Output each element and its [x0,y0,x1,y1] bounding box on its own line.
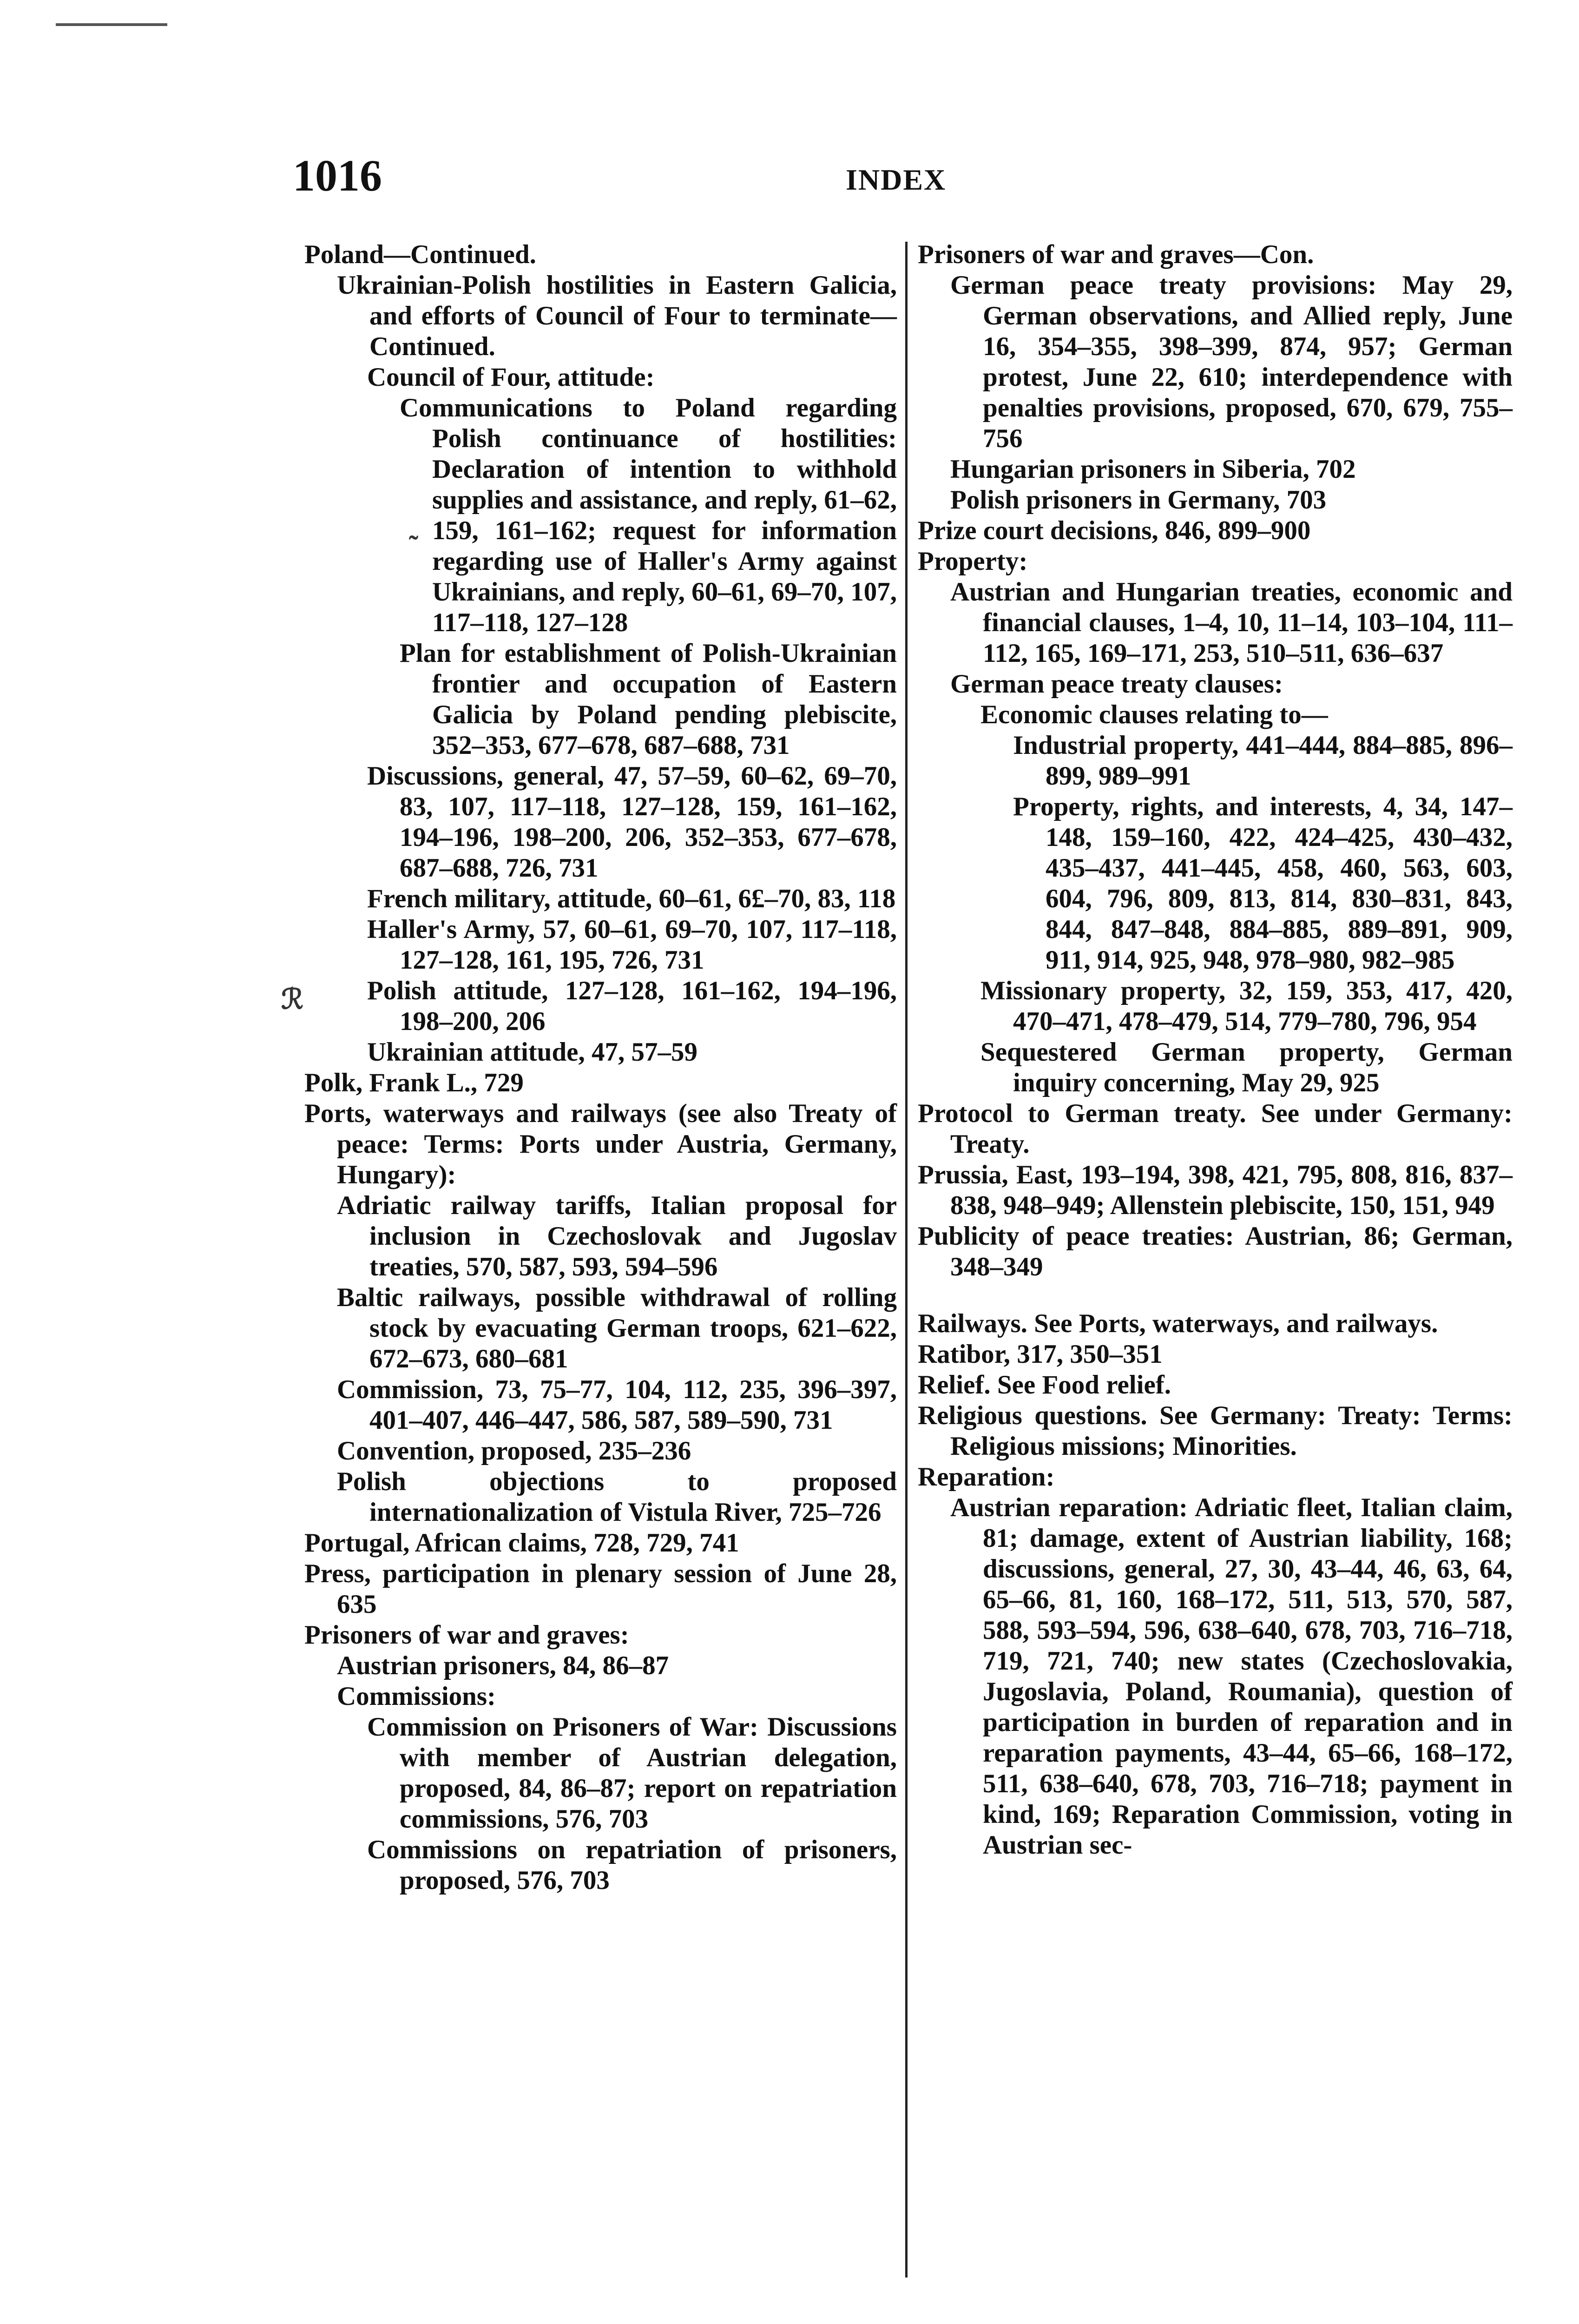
index-entry: German peace treaty provisions: May 29, German observations, and Allied reply, June 16, 354–355, 398–399, 874, 957; German protest, June 22, 610; interdependence with penalties provisions, proposed, 670, 679, 755–756 [950,271,1513,453]
column-divider [905,242,908,2278]
index-entry: Property, rights, and interests, 4, 34, 147–148, 159–160, 422, 424–425, 430–432, 435–437, 441–445, 458, 460, 563, 603, 604, 796, 809, 813, 814, 830–831, 843, 844, 847–848, 884–885, 889–891, 909, 911, 914, 925, 948, 978–980, 982–985 [1013,792,1513,975]
index-entry: Protocol to German treaty. See under Germany: Treaty. [918,1099,1513,1159]
index-entry: Railways. See Ports, waterways, and railways. [918,1309,1438,1338]
index-entry: Press, participation in plenary session of June 28, 635 [304,1559,897,1619]
index-entry: Polish attitude, 127–128, 161–162, 194–196, 198–200, 206 [367,976,897,1036]
index-entry: Prisoners of war and graves—Con. [918,240,1314,269]
index-entry: Economic clauses relating to— [980,700,1328,729]
index-entry: Baltic railways, possible withdrawal of rolling stock by evacuating German troops, 621–622, 672–673, 680–681 [337,1283,897,1373]
index-entry: Discussions, general, 47, 57–59, 60–62, 69–70, 83, 107, 117–118, 127–128, 159, 161–162, 194–196, 198–200, 206, 352–353, 677–678, 687–688, 726, 731 [367,761,897,883]
index-entry: Council of Four, attitude: [367,363,655,392]
index-entry: Polish objections to proposed internationalization of Vistula River, 725–726 [337,1467,897,1527]
top-rule [56,23,167,26]
index-entry: Hungarian prisoners in Siberia, 702 [950,455,1356,484]
index-entry: Ports, waterways and railways (see also Treaty of peace: Terms: Ports under Austria, Germany, Hungary): [304,1099,897,1189]
index-entry: Polk, Frank L., 729 [304,1068,524,1097]
index-entry: Convention, proposed, 235–236 [337,1436,691,1466]
index-entry: Prisoners of war and graves: [304,1620,629,1650]
page-number: 1016 [293,151,382,200]
right-index-column [918,239,1513,1861]
index-entry: Missionary property, 32, 159, 353, 417, 420, 470–471, 478–479, 514, 779–780, 796, 954 [980,976,1513,1036]
index-entry: Adriatic railway tariffs, Italian proposal for inclusion in Czechoslovak and Jugoslav treaties, 570, 587, 593, 594–596 [337,1191,897,1281]
index-entry: Publicity of peace treaties: Austrian, 86; German, 348–349 [918,1221,1513,1281]
index-entry: Austrian reparation: Adriatic fleet, Italian claim, 81; damage, extent of Austrian liability, 168; discussions, general, 27, 30, 43–44, 46, 63, 64, 65–66, 81, 160, 168–172, 511, 513, 570, 587, 588, 593–594, 596, 638–640, 678, 703, 716–718, 719, 721, 740; new states (Czechoslovakia, Jugoslavia, Poland, Roumania), question of participation in burden of reparation and in reparation payments, 43–44, 65–66, 168–172, 511, 638–640, 678, 703, 716–718; payment in kind, 169; Reparation Commission, voting in Austrian sec- [950,1493,1513,1860]
index-entry: Ukrainian attitude, 47, 57–59 [367,1037,697,1067]
index-entry: Sequestered German property, German inquiry concerning, May 29, 925 [980,1037,1513,1097]
running-head: INDEX [846,163,947,196]
index-entry: Ukrainian-Polish hostilities in Eastern Galicia, and efforts of Council of Four to terminate—Continued. [337,271,897,361]
index-entry: Haller's Army, 57, 60–61, 69–70, 107, 117–118, 127–128, 161, 195, 726, 731 [367,915,897,975]
margin-mark: ℛ [281,984,303,1015]
index-entry: Commissions: [337,1682,496,1711]
index-entry: Ratibor, 317, 350–351 [918,1340,1163,1369]
index-entry: Portugal, African claims, 728, 729, 741 [304,1528,739,1558]
margin-mark: ˜ [409,530,418,561]
index-entry: Austrian and Hungarian treaties, economic and financial clauses, 1–4, 10, 11–14, 103–104, 111–112, 165, 169–171, 253, 510–511, 636–637 [950,577,1513,668]
index-entry: Reparation: [918,1462,1055,1492]
index-entry: German peace treaty clauses: [950,669,1283,699]
index-entry: Polish prisoners in Germany, 703 [950,485,1327,515]
index-entry: Plan for establishment of Polish-Ukrainian frontier and occupation of Eastern Galicia by Poland pending plebiscite, 352–353, 677–678, 687–688, 731 [400,639,897,760]
index-entry: Poland—Continued. [304,240,536,269]
index-entry: Communications to Poland regarding Polish continuance of hostilities: Declaration of intention to withhold supplies and assistance, and reply, 61–62, 159, 161–162; request for information regarding use of Haller's Army against Ukrainians, and reply, 60–61, 69–70, 107, 117–118, 127–128 [400,393,897,637]
index-entry: Relief. See Food relief. [918,1370,1171,1400]
index-entry: Austrian prisoners, 84, 86–87 [337,1651,669,1680]
index-entry: French military, attitude, 60–61, 6£–70, 83, 118 [367,884,896,913]
index-entry: Commissions on repatriation of prisoners, proposed, 576, 703 [367,1835,897,1895]
left-index-column [304,239,897,1896]
index-entry: Prussia, East, 193–194, 398, 421, 795, 808, 816, 837–838, 948–949; Allenstein plebiscite, 150, 151, 949 [918,1160,1513,1220]
index-entry: Commission on Prisoners of War: Discussions with member of Austrian delegation, proposed, 84, 86–87; report on repatriation commissions, 576, 703 [367,1712,897,1834]
index-entry: Commission, 73, 75–77, 104, 112, 235, 396–397, 401–407, 446–447, 586, 587, 589–590, 731 [337,1375,897,1435]
index-entry: Property: [918,547,1028,576]
index-entry: Industrial property, 441–444, 884–885, 896–899, 989–991 [1013,731,1513,791]
index-entry: Prize court decisions, 846, 899–900 [918,516,1311,545]
index-entry: Religious questions. See Germany: Treaty: Terms: Religious missions; Minorities. [918,1401,1513,1461]
